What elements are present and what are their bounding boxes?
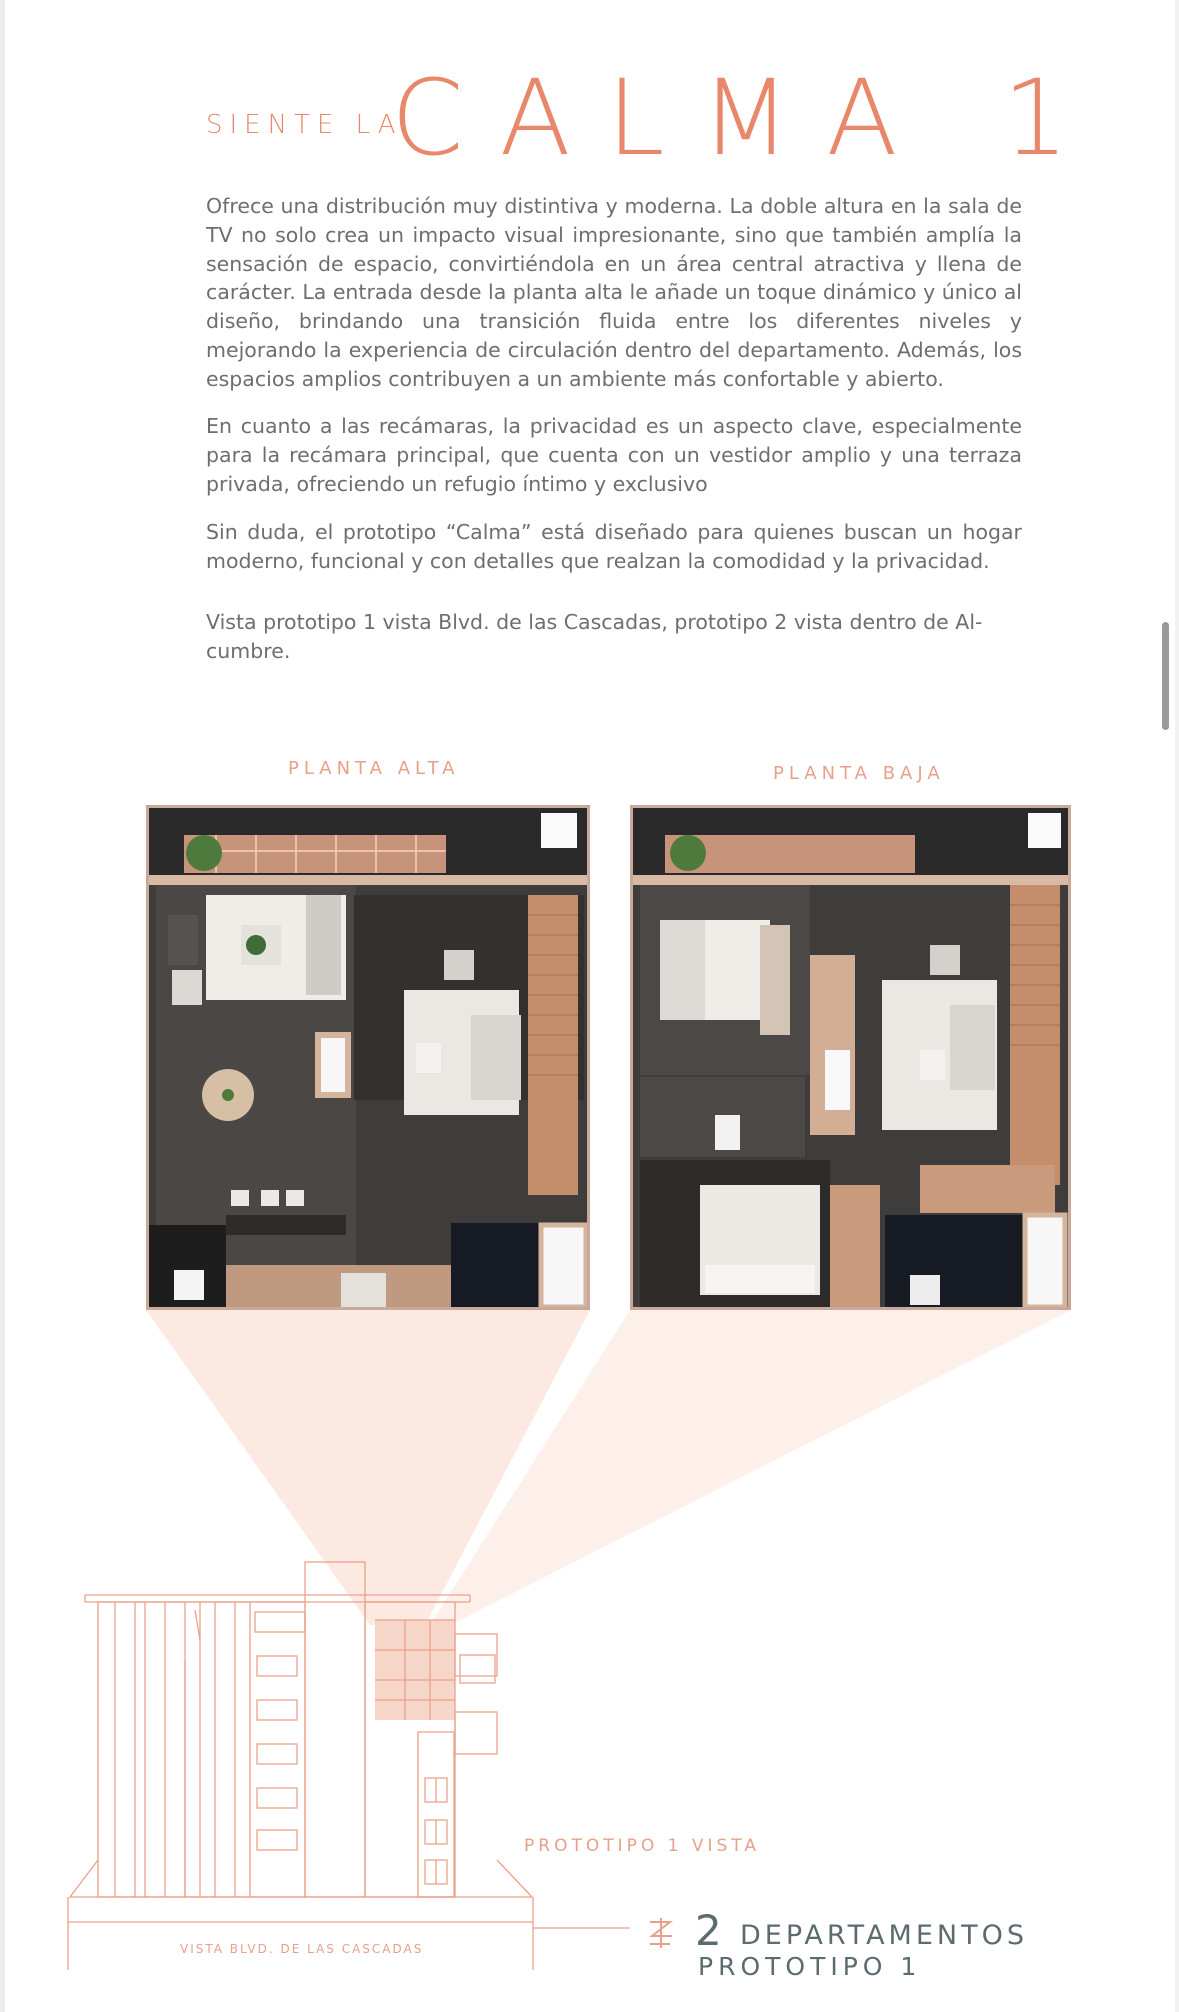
apartments-word: DEPARTAMENTOS	[740, 1920, 1028, 1951]
description-paragraph-4: Vista prototipo 1 vista Blvd. de las Cascadas, prototipo 2 vista dentro de Al-cumbre.	[206, 610, 983, 663]
label-planta-alta: PLANTA ALTA	[288, 758, 460, 779]
label-planta-baja: PLANTA BAJA	[773, 763, 945, 784]
highlighted-unit	[375, 1620, 455, 1720]
apartment-count: 2	[695, 1906, 722, 1955]
brand-logo-icon	[646, 1916, 676, 1950]
floor-plan-lower	[630, 805, 1071, 1310]
description-paragraph-2: En cuanto a las recámaras, la privacidad es un aspecto clave, especialmente para la recámara principal, que cuenta con un vestidor amplio y una terraza privada, ofreciendo un refugio íntimo y exclusivo	[206, 414, 1022, 496]
building-elevation	[68, 1562, 630, 1970]
title-prefix: SIENTE LA	[206, 110, 403, 140]
description-paragraph-3: Sin duda, el prototipo “Calma” está diseñado para quienes buscan un hogar moderno, funcional y con detalles que realzan la comodidad y la privacidad.	[206, 520, 1022, 573]
street-view-label: VISTA BLVD. DE LAS CASCADAS	[180, 1942, 424, 1956]
title-main: CALMA 1	[391, 57, 1105, 179]
prototype-name: PROTOTIPO 1	[698, 1952, 922, 1981]
description-paragraph-1: Ofrece una distribución muy distintiva y moderna. La doble altura en la sala de TV no solo crea un impacto visual impresionante, sino que también amplía la sensación de espacio, convirtiéndola en un área central atractiva y llena de carácter. La entrada desde la planta alta le añade un toque dinámico y único al diseño, brindando una transición fluida entre los diferentes niveles y mejorando la experiencia de circulación dentro del departamento. Además, los espacios amplios contribuyen a un ambiente más confortable y abierto.	[206, 194, 1022, 391]
floor-plan-upper	[146, 805, 590, 1310]
prototype-view-label: PROTOTIPO 1 VISTA	[524, 1836, 760, 1856]
